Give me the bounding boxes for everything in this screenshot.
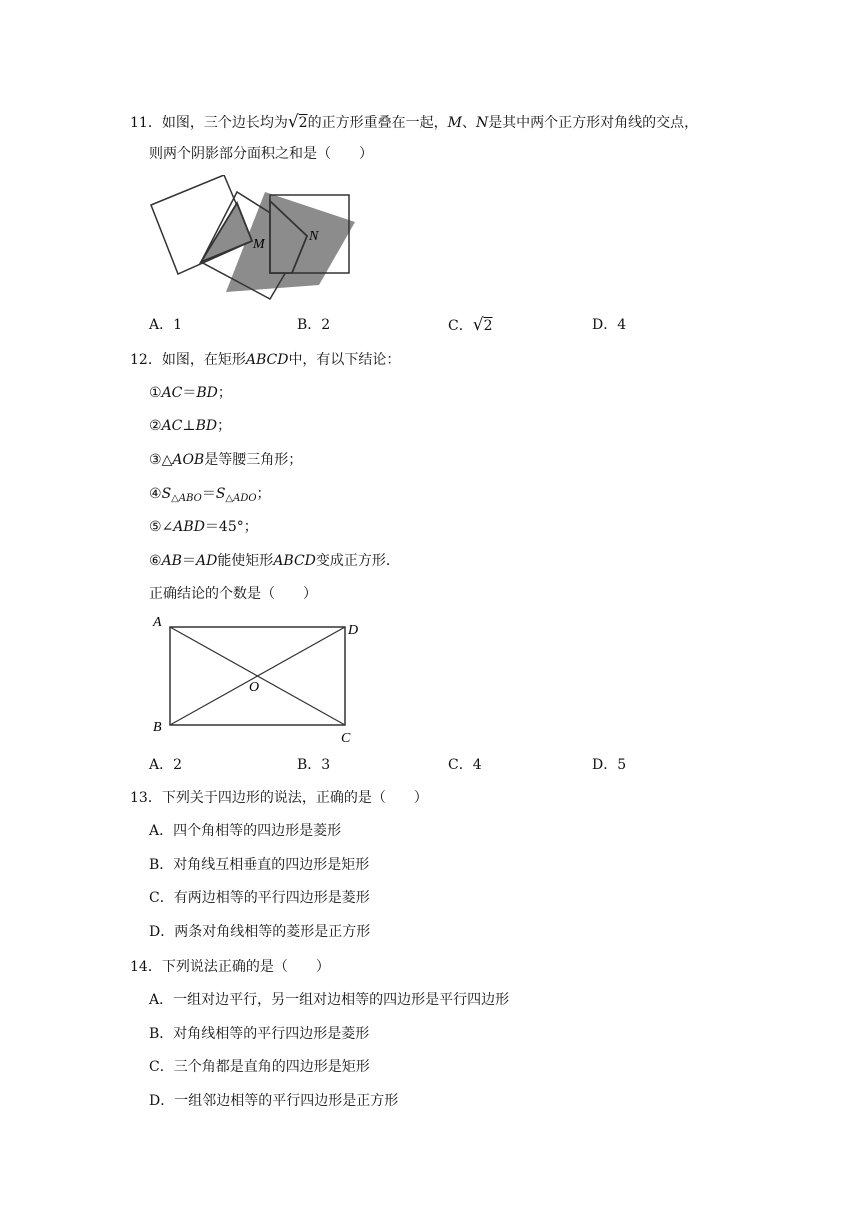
q12-label-o: O <box>249 680 260 695</box>
segment: BD <box>196 385 218 401</box>
item-number: ⑥ <box>149 553 162 569</box>
q11-label-m: M <box>253 237 265 252</box>
q14-option-d[interactable]: D．一组邻边相等的平行四边形是正方形 <box>149 1093 399 1109</box>
item-text: 能使矩形 <box>217 553 274 569</box>
q12-stem-part: 中，有以下结论： <box>288 352 401 368</box>
q11-stem-part: 的正方形重叠在一起， <box>307 115 448 131</box>
q12-item-4 <box>149 484 271 506</box>
q14-option-a[interactable]: A．一组对边平行，另一组对边相等的四边形是平行四边形 <box>149 992 510 1008</box>
q12-label-a: A <box>153 615 162 630</box>
q12-label-d: D <box>348 623 359 638</box>
q13-option-c[interactable]: C．有两边相等的平行四边形是菱形 <box>149 890 370 906</box>
segment: AC <box>161 418 183 434</box>
q11-option-d[interactable]: D．4 <box>592 317 627 333</box>
rect-name: ABCD <box>245 352 289 368</box>
operator: ⊥ <box>182 418 196 434</box>
item-number: ① <box>149 385 162 401</box>
sqrt-radicand: 2 <box>298 115 308 131</box>
segment: AC <box>161 385 183 401</box>
item-text: ＝45°； <box>204 519 258 535</box>
sqrt-sign: √ <box>287 112 299 132</box>
q14-option-c[interactable]: C．三个角都是直角的四边形是矩形 <box>149 1059 370 1075</box>
q11-figure <box>148 175 368 305</box>
angle-symbol: ∠ <box>161 519 174 535</box>
q14-option-b[interactable]: B．对角线相等的平行四边形是菱形 <box>149 1026 370 1042</box>
operator: ＝ <box>201 486 216 502</box>
item-number: ④ <box>149 486 162 502</box>
q14-stem: 14．下列说法正确的是（ ） <box>130 959 330 975</box>
q11-option-c[interactable] <box>448 315 492 336</box>
q11-stem-part: 是其中两个正方形对角线的交点， <box>488 115 699 131</box>
q12-label-c: C <box>341 731 351 746</box>
punct: ； <box>217 418 232 434</box>
q12-question: 正确结论的个数是（ ） <box>149 586 317 602</box>
operator: ＝ <box>182 385 197 401</box>
item-number: ③ <box>149 452 162 468</box>
q12-stem-part: 12．如图，在矩形 <box>130 352 246 368</box>
q12-option-d[interactable]: D．5 <box>592 757 627 773</box>
segment: AD <box>195 553 218 569</box>
q12-item-1 <box>149 383 232 403</box>
separator: 、 <box>461 115 476 131</box>
angle-name: ABD <box>173 519 205 535</box>
q12-option-c[interactable]: C．4 <box>448 757 482 773</box>
operator: ＝ <box>181 553 196 569</box>
q12-option-b[interactable]: B．3 <box>297 757 331 773</box>
triangle-name: AOB <box>172 452 205 468</box>
area-subscript: △ADO <box>225 493 257 504</box>
rect-name: ABCD <box>273 553 316 569</box>
q11-label-n: N <box>309 229 319 244</box>
q11-option-c-prefix: C． <box>448 318 473 334</box>
q12-label-b: B <box>153 720 162 735</box>
q11-stem-part: 11．如图，三个边长均为 <box>130 115 288 131</box>
q12-figure <box>145 610 370 750</box>
segment: AB <box>161 553 182 569</box>
q13-stem: 13．下列关于四边形的说法，正确的是（ ） <box>130 790 428 806</box>
item-number: ⑤ <box>149 519 162 535</box>
q13-option-d[interactable]: D．两条对角线相等的菱形是正方形 <box>149 924 371 940</box>
q11-stem-line1 <box>130 112 698 133</box>
q12-item-6 <box>149 551 400 571</box>
q12-item-3 <box>149 450 302 470</box>
var-n: N <box>475 115 489 131</box>
sqrt-radicand: 2 <box>483 318 493 334</box>
triangle-symbol: △ <box>161 452 173 468</box>
area-symbol: S <box>161 486 172 502</box>
item-number: ② <box>149 418 162 434</box>
punct: ； <box>217 385 232 401</box>
q12-item-5 <box>149 517 258 537</box>
q13-option-a[interactable]: A．四个角相等的四边形是菱形 <box>149 823 342 839</box>
punct: ； <box>256 486 271 502</box>
var-m: M <box>447 115 462 131</box>
q12-option-a[interactable]: A．2 <box>149 757 183 773</box>
q12-item-2 <box>149 416 231 436</box>
segment: BD <box>195 418 218 434</box>
q11-stem-line2: 则两个阴影部分面积之和是（ ） <box>149 146 373 162</box>
area-subscript: △ABO <box>171 493 202 504</box>
sqrt-sign: √ <box>472 315 484 335</box>
area-symbol: S <box>215 486 226 502</box>
item-text: 变成正方形． <box>315 553 400 569</box>
q13-option-b[interactable]: B．对角线互相垂直的四边形是矩形 <box>149 857 370 873</box>
item-text: 是等腰三角形； <box>204 452 303 468</box>
q11-option-b[interactable]: B．2 <box>297 317 331 333</box>
q11-option-a[interactable]: A．1 <box>149 317 183 333</box>
q12-stem <box>130 350 400 370</box>
